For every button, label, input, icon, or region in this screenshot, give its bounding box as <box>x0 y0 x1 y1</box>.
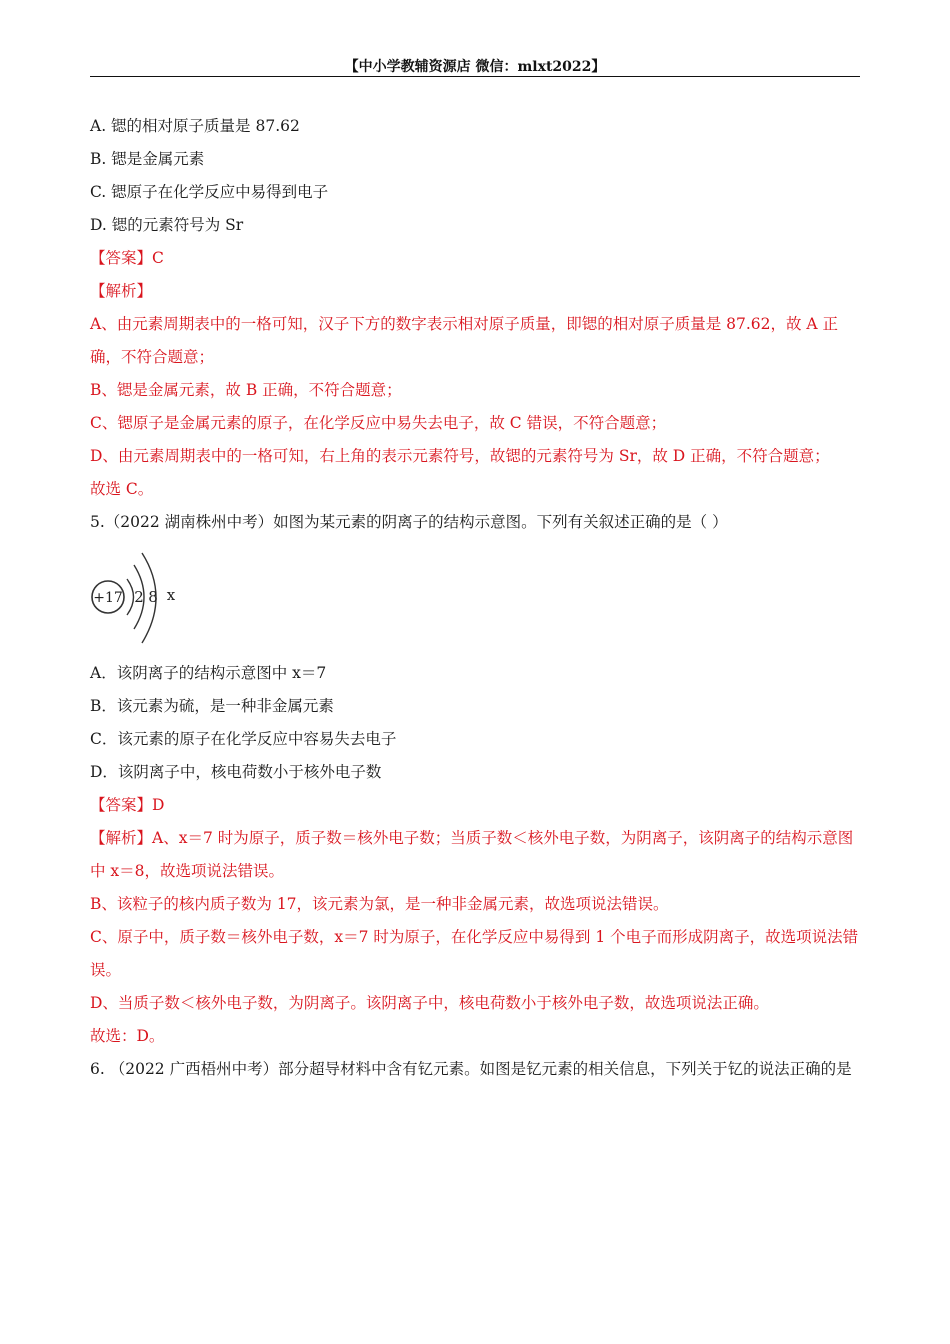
q5-answer <box>90 789 865 822</box>
shell2-electrons: 8 <box>148 588 158 606</box>
answer-label: 【答案】 <box>90 249 153 267</box>
q5-analysis-b: B、该粒子的核内质子数为 17，该元素为氯，是一种非金属元素，故选项说法错误。 <box>90 895 669 913</box>
q4-analysis-label: 【解析】 <box>90 282 153 300</box>
q5-option-a: A．该阴离子的结构示意图中 x＝7 <box>90 664 327 682</box>
answer-label: 【答案】 <box>90 796 153 814</box>
q4-analysis-d: D、由元素周期表中的一格可知，右上角的表示元素符号，故锶的元素符号为 Sr，故 D 正确，不符合题意； <box>90 447 830 465</box>
q4-option-d: D. 锶的元素符号为 Sr <box>90 216 244 234</box>
q5-option-d: D．该阴离子中，核电荷数小于核外电子数 <box>90 763 382 781</box>
nucleus-charge: +17 <box>93 590 123 606</box>
q5-stem: 5.（2022 湖南株州中考）如图为某元素的阴离子的结构示意图。下列有关叙述正确的是（ ） <box>90 513 728 531</box>
page-header: 【中小学教辅资源店 微信：mlxt2022】 <box>344 59 606 75</box>
q4-analysis-c: C、锶原子是金属元素的原子，在化学反应中易失去电子，故 C 错误，不符合题意； <box>90 414 667 432</box>
q4-option-a: A. 锶的相对原子质量是 87.62 <box>90 117 300 135</box>
ion-structure-diagram <box>90 539 865 657</box>
answer-value: D <box>152 796 165 814</box>
q6-stem: 6. （2022 广西梧州中考）部分超导材料中含有钇元素。如图是钇元素的相关信息，下列关于钇的说法正确的是 <box>90 1060 852 1078</box>
q4-analysis-b: B、锶是金属元素，故 B 正确，不符合题意； <box>90 381 402 399</box>
q4-option-c: C. 锶原子在化学反应中易得到电子 <box>90 183 329 201</box>
q4-analysis-a: A、由元素周期表中的一格可知，汉子下方的数字表示相对原子质量，即锶的相对原子质量是 87.62，故 A 正确，不符合题意； <box>90 315 839 366</box>
header-divider <box>90 76 860 77</box>
q4-option-b: B. 锶是金属元素 <box>90 150 205 168</box>
shell3-electrons: x <box>166 586 176 604</box>
q5-analysis-a <box>90 822 865 888</box>
analysis-text: A、x＝7 时为原子，质子数＝核外电子数；当质子数＜核外电子数，为阴离子，该阴离子的结构示意图中 x＝8，故选项说法错误。 <box>90 829 854 880</box>
q5-analysis-c: C、原子中，质子数＝核外电子数，x＝7 时为原子，在化学反应中易得到 1 个电子而形成阴离子，故选项说法错误。 <box>90 928 859 979</box>
answer-value: C <box>152 249 164 267</box>
analysis-label: 【解析】 <box>90 829 153 847</box>
document-body <box>90 110 865 1086</box>
shell1-electrons: 2 <box>134 588 144 606</box>
q4-answer <box>90 242 865 275</box>
q5-conclusion: 故选：D。 <box>90 1027 165 1045</box>
q5-option-c: C．该元素的原子在化学反应中容易失去电子 <box>90 730 397 748</box>
q5-option-b: B．该元素为硫，是一种非金属元素 <box>90 697 334 715</box>
q5-analysis-d: D、当质子数＜核外电子数，为阴离子。该阴离子中，核电荷数小于核外电子数，故选项说法正确。 <box>90 994 769 1012</box>
q4-conclusion: 故选 C。 <box>90 480 154 498</box>
shell-arc-1 <box>127 579 134 615</box>
